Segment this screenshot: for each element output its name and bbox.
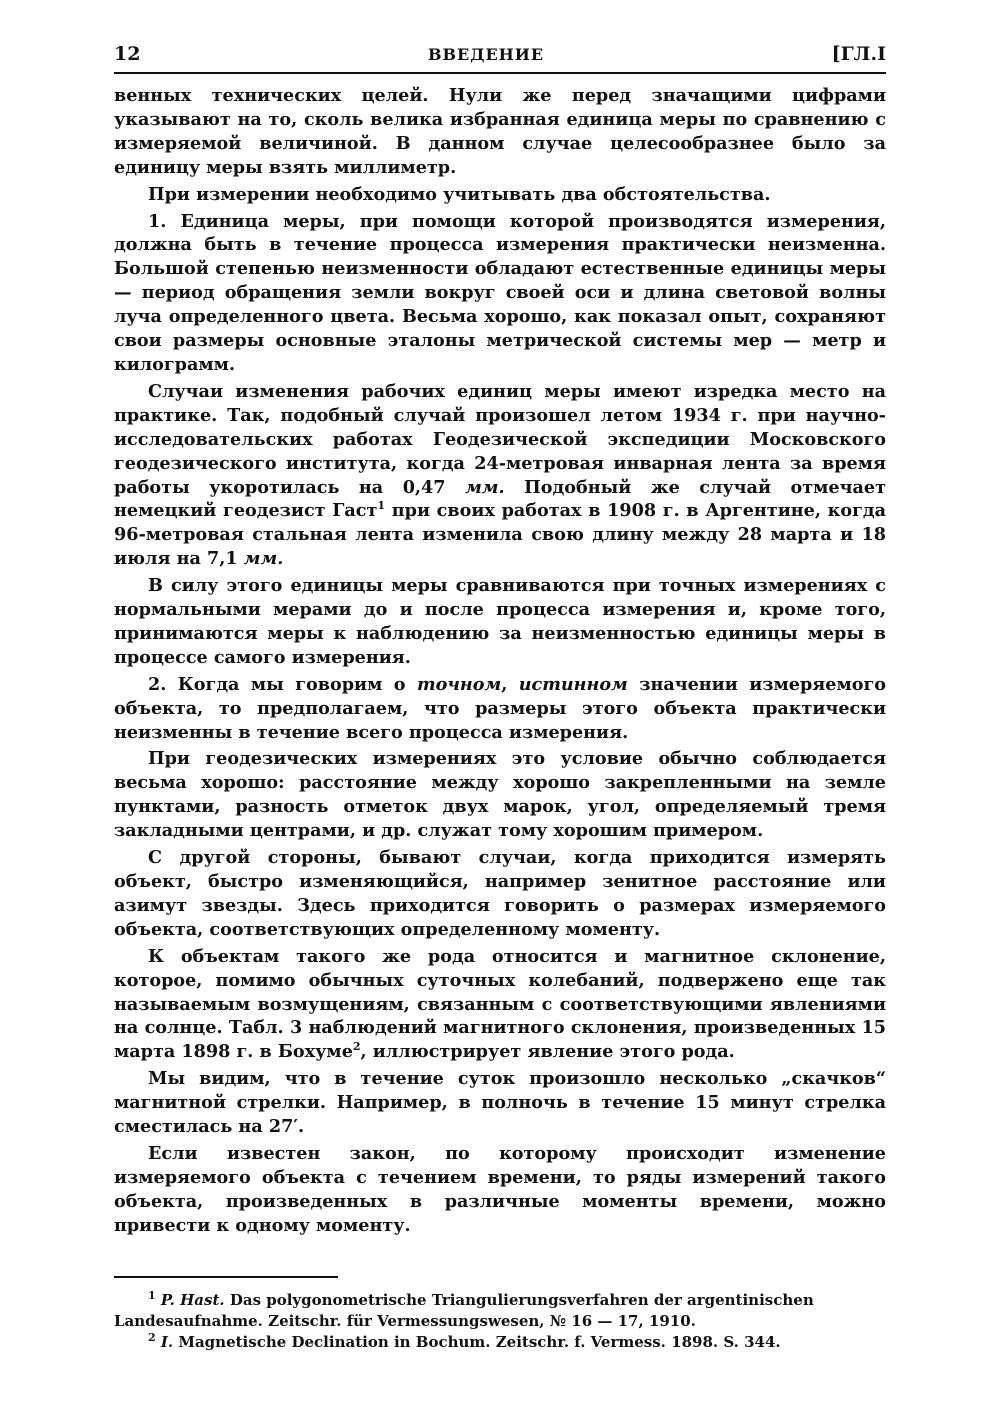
footnote-1-text: Das polygonometrische Triangulierungsverfahren der argentinischen Landesaufnahme. Zeitschr. für Vermessungswesen, № 16 — 17, 1910. bbox=[114, 1290, 814, 1330]
paragraph-7: При геодезических измерениях это условие обычно соблюдается весьма хорошо: расстояние между хорошо закрепленными на земле пунктами, разность отметок двух марок, угол, определяемый тремя закладными центрами, и др. служат тому хорошим примером. bbox=[114, 748, 886, 842]
footnote-1-author: P. Hast. bbox=[160, 1290, 225, 1309]
footnote-2-number: 2 bbox=[148, 1330, 156, 1344]
paragraph-4-text-c: при своих работах в 1908 г. в Аргентине, когда 96-метровая стальная лента изменила свою длину между 28 марта и 18 июля на 7,1 bbox=[114, 500, 886, 570]
unit-mm-2: мм. bbox=[243, 548, 284, 570]
paragraph-6-text-b: значении измеряемого объекта, то предполагаем, что размеры этого объекта практически неизменны в течение всего процесса измерения. bbox=[114, 673, 886, 743]
paragraph-4 bbox=[114, 380, 886, 571]
paragraph-8: С другой стороны, бывают случаи, когда приходится измерять объект, быстро изменяющийся, например зенитное расстояние или азимут звезды. Здесь приходится говорить о размерах измеряемого объекта, соответствующих определенному моменту. bbox=[114, 847, 886, 940]
footnote-divider bbox=[114, 1276, 338, 1278]
paragraph-4-text-a: Случаи изменения рабочих единиц меры имеют изредка место на практике. Так, подобный случай произошел летом 1934 г. при научно-исследовательских работах Геодезической экспедиции Московского геодезического института, когда 24-метровая инварная лента за время работы укоротилась на 0,47 bbox=[114, 380, 886, 498]
paragraph-9 bbox=[114, 945, 886, 1065]
footnote-ref-2: 2 bbox=[352, 1040, 361, 1054]
paragraph-5: В силу этого единицы меры сравниваются при точных измерениях с нормальными мерами до и после процесса измерения и, кроме того, принимаются меры к наблюдению за неизменностью единицы меры в процессе самого измерения. bbox=[114, 575, 886, 668]
footnote-2-text: Magnetische Declination in Bochum. Zeitschr. f. Vermess. 1898. S. 344. bbox=[173, 1332, 781, 1351]
footnote-ref-1: 1 bbox=[377, 499, 386, 513]
paragraph-6-separator: , bbox=[501, 673, 519, 695]
paragraph-11: Если известен закон, по которому происходит изменение измеряемого объекта с течением времени, то ряды измерений такого объекта, произведенных в различные моменты времени, можно привести к одному моменту. bbox=[114, 1142, 886, 1236]
footnote-2-author: I. bbox=[160, 1332, 174, 1351]
paragraph-9-text-b: , иллюстрирует явление этого рода. bbox=[360, 1041, 735, 1063]
paragraph-1: венных технических целей. Нули же перед значащими цифрами указывают на то, сколь велика избранная единица меры по сравнению с измеряемой величиной. В данном случае целесообразнее было за единицу меры взять миллиметр. bbox=[114, 85, 886, 178]
footnote-1 bbox=[114, 1290, 886, 1332]
paragraph-10: Мы видим, что в течение суток произошло несколько „скачков“ магнитной стрелки. Например, в полночь в течение 15 минут стрелка сместилась на 27′. bbox=[114, 1068, 886, 1138]
body-text bbox=[114, 84, 886, 1238]
term-true: истинном bbox=[518, 673, 628, 695]
unit-mm-1: мм. bbox=[465, 476, 505, 498]
footnote-1-number: 1 bbox=[148, 1288, 156, 1302]
running-header bbox=[114, 36, 886, 74]
page-number: 12 bbox=[114, 43, 141, 65]
paragraph-9-text-a: К объектам такого же рода относится и магнитное склонение, которое, помимо обычных суточных колебаний, подвержено еще так называемым возмущениям, связанным с соответствующими явлениями на солнце. Табл. 3 наблюдений магнитного склонения, произведенных 15 марта 1898 г. в Бохуме bbox=[114, 945, 886, 1063]
paragraph-2: При измерении необходимо учитывать два обстоятельства. bbox=[148, 183, 771, 205]
paragraph-6 bbox=[114, 673, 886, 745]
footnote-2 bbox=[114, 1332, 886, 1353]
running-title: ВВЕДЕНИЕ bbox=[427, 44, 545, 64]
page bbox=[114, 36, 886, 1353]
footnotes bbox=[114, 1290, 886, 1353]
term-exact: точном bbox=[416, 673, 502, 695]
paragraph-4-text-b: Подобный же случай отмечает немецкий геодезист Гаст bbox=[114, 476, 886, 522]
paragraph-6-text-a: 2. Когда мы говорим о bbox=[148, 673, 417, 695]
chapter-marker: [ГЛ.I bbox=[831, 43, 886, 65]
paragraph-3: 1. Единица меры, при помощи которой производятся измерения, должна быть в течение процесса измерения практически неизменна. Большой степенью неизменности обладают естественные единицы меры — период обращения земли вокруг своей оси и длина световой волны луча определенного цвета. Весьма хорошо, как показал опыт, сохраняют свои размеры основные эталоны метрической системы мер — метр и килограмм. bbox=[114, 210, 886, 375]
